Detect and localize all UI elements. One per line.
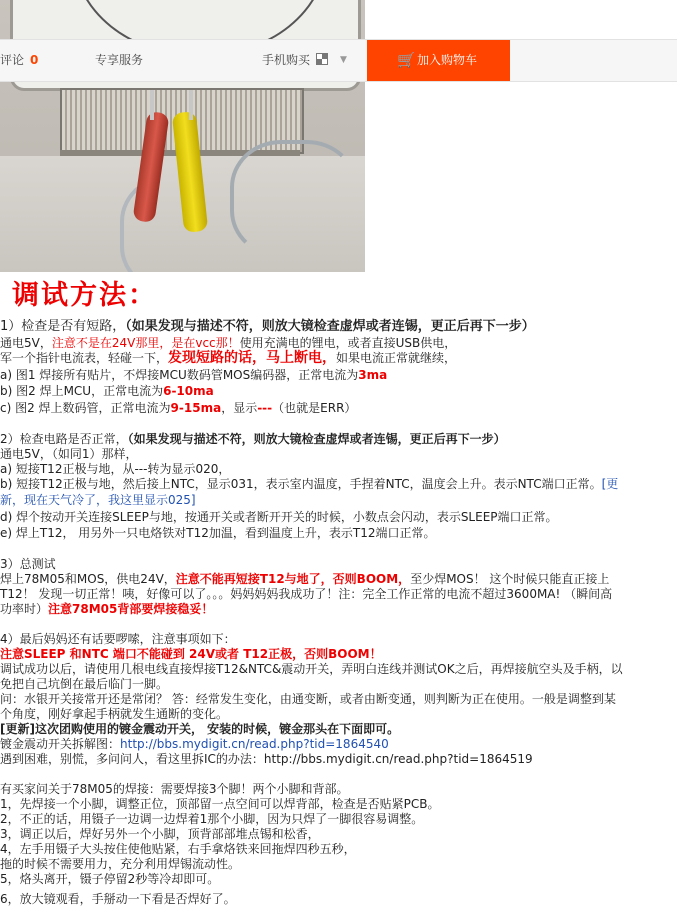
text-line: 功率时）注意78M05背部要焊接稳妥！ [0, 602, 214, 616]
text-line: 镀金震动开关拆解图：http://bbs.mydigit.cn/read.php?tid=1864540 [0, 737, 389, 751]
clip-tip [189, 90, 193, 120]
text-line: 有买家问关于78M05的焊接：需要焊接3个脚！两个小脚和背部。 [0, 782, 349, 796]
text-line: e) 焊上T12， 用另外一只电烙铁对T12加温，看到温度上升，表示T12端口正常。 [0, 526, 436, 540]
text-line: 1）检查是否有短路，（如果发现与描述不符，则放大镜检查虚焊或者连锡，更正后再下一步） [0, 319, 535, 334]
disassembly-link[interactable]: http://bbs.mydigit.cn/read.php?tid=1864540 [120, 737, 389, 751]
text-line: [更新]这次团购使用的镀金震动开关， 安装的时候，镀金那头在下面即可。 [0, 722, 400, 736]
review-count: 0 [30, 53, 39, 67]
chevron-down-icon[interactable]: ▼ [340, 55, 347, 65]
add-to-cart-label: 加入购物车 [417, 53, 478, 67]
tab-exclusive-service-label: 专享服务 [95, 53, 144, 67]
tab-reviews[interactable] [0, 40, 38, 81]
add-to-cart-button[interactable] [367, 40, 510, 81]
text-line: 4）最后妈妈还有话要啰嗦，注意事项如下： [0, 632, 236, 646]
text-line: 3）总测试 [0, 557, 56, 571]
text-line: 2，不正的话，用镊子一边调一边焊着1那个小脚，因为只焊了一脚很容易调整。 [0, 812, 424, 826]
text-line: 通电5V，注意不是在24V那里，是在vcc那！使用充满电的锂电，或者直接USB供电， [0, 336, 457, 350]
text-line: 新，现在天气冷了，我这里显示025] [0, 493, 196, 507]
shopping-cart-icon: 🛒 [397, 51, 416, 69]
text-line: 个角度，刚好拿起手柄就发生通断的变化。 [0, 707, 229, 721]
tab-mobile-buy[interactable] [262, 40, 328, 81]
text-line: 3，调正以后，焊好另外一个小脚，顶背部部堆点锡和松香， [0, 827, 320, 841]
text-line: 调试成功以后，请使用几根电线直接焊接T12&NTC&震动开关，弄明白连线并测试OK之后，再焊接航空头及手柄，以 [0, 662, 623, 676]
text-line: 5，烙头离开，镊子停留2秒等冷却即可。 [0, 872, 220, 886]
text-line: d) 焊个按动开关连接SLEEP与地，按通开关或者断开开关的时候，小数点会闪动，表示SLEEP端口正常。 [0, 510, 558, 524]
text-line: 遇到困难，别慌，多问问人，看这里拆IC的办法：http://bbs.mydigit.cn/read.php?tid=1864519 [0, 752, 533, 766]
text-line: 通电5V，（如同1）那样， [0, 447, 138, 461]
page-title: 调试方法： [12, 280, 157, 311]
text-line: c) 图2 焊上数码管，正常电流为9-15ma，显示---（也就是ERR） [0, 401, 357, 415]
tab-exclusive-service[interactable] [95, 40, 143, 81]
tab-mobile-buy-label: 手机购买 [262, 53, 311, 67]
text-line: 6，放大镜观看，手掰动一下看是否焊好了。 [0, 892, 236, 906]
text-line: a) 图1 焊接所有贴片，不焊接MCU数码管MOS编码器，正常电流为3ma [0, 368, 388, 382]
text-line: 注意SLEEP 和NTC 端口不能碰到 24V或者 T12正极，否则BOOM！ [0, 647, 382, 661]
text-line: a) 短接T12正极与地，从---转为显示020， [0, 462, 231, 476]
text-line: b) 短接T12正极与地，然后接上NTC，显示031，表示室内温度，手捏着NTC，温度会上升。表示NTC端口正常。[更 [0, 477, 619, 491]
text-line: 1，先焊接一个小脚，调整正位，顶部留一点空间可以焊背部，检查是否贴紧PCB。 [0, 797, 440, 811]
text-line: b) 图2 焊上MCU，正常电流为6-10ma [0, 384, 214, 398]
text-line: 免把自己坑倒在最后临门一脚。 [0, 677, 169, 691]
product-tab-bar [0, 39, 677, 82]
text-line: T12！ 发现一切正常！咦，好像可以了。。。妈妈妈妈我成功了！注：完全工作正常的电流不超过3600MA! （瞬间高 [0, 587, 613, 601]
qr-code-icon [316, 53, 328, 65]
text-line: 4，左手用镊子大头按住使他贴紧，右手拿烙铁来回拖焊四秒五秒， [0, 842, 356, 856]
clip-tip [150, 90, 154, 120]
text-line: 焊上78M05和MOS，供电24V，注意不能再短接T12与地了，否则BOOM，至少焊MOS！ 这个时候只能直正接上 [0, 572, 610, 586]
text-line: 问：水银开关接常开还是常闭？ 答：经常发生变化，由通变断，或者由断变通，则判断为正在使用。一般是调整到某 [0, 692, 616, 706]
text-line: 军一个指针电流表，轻碰一下，发现短路的话，马上断电，如果电流正常就继续， [0, 350, 457, 366]
tab-reviews-label: 评论 [0, 53, 25, 67]
text-line: 2）检查电路是否正常，（如果发现与描述不符，则放大镜检查虚焊或者连锡，更正后再下一步） [0, 432, 506, 446]
text-line: 拖的时候不需要用力，充分利用焊锡流动性。 [0, 857, 241, 871]
